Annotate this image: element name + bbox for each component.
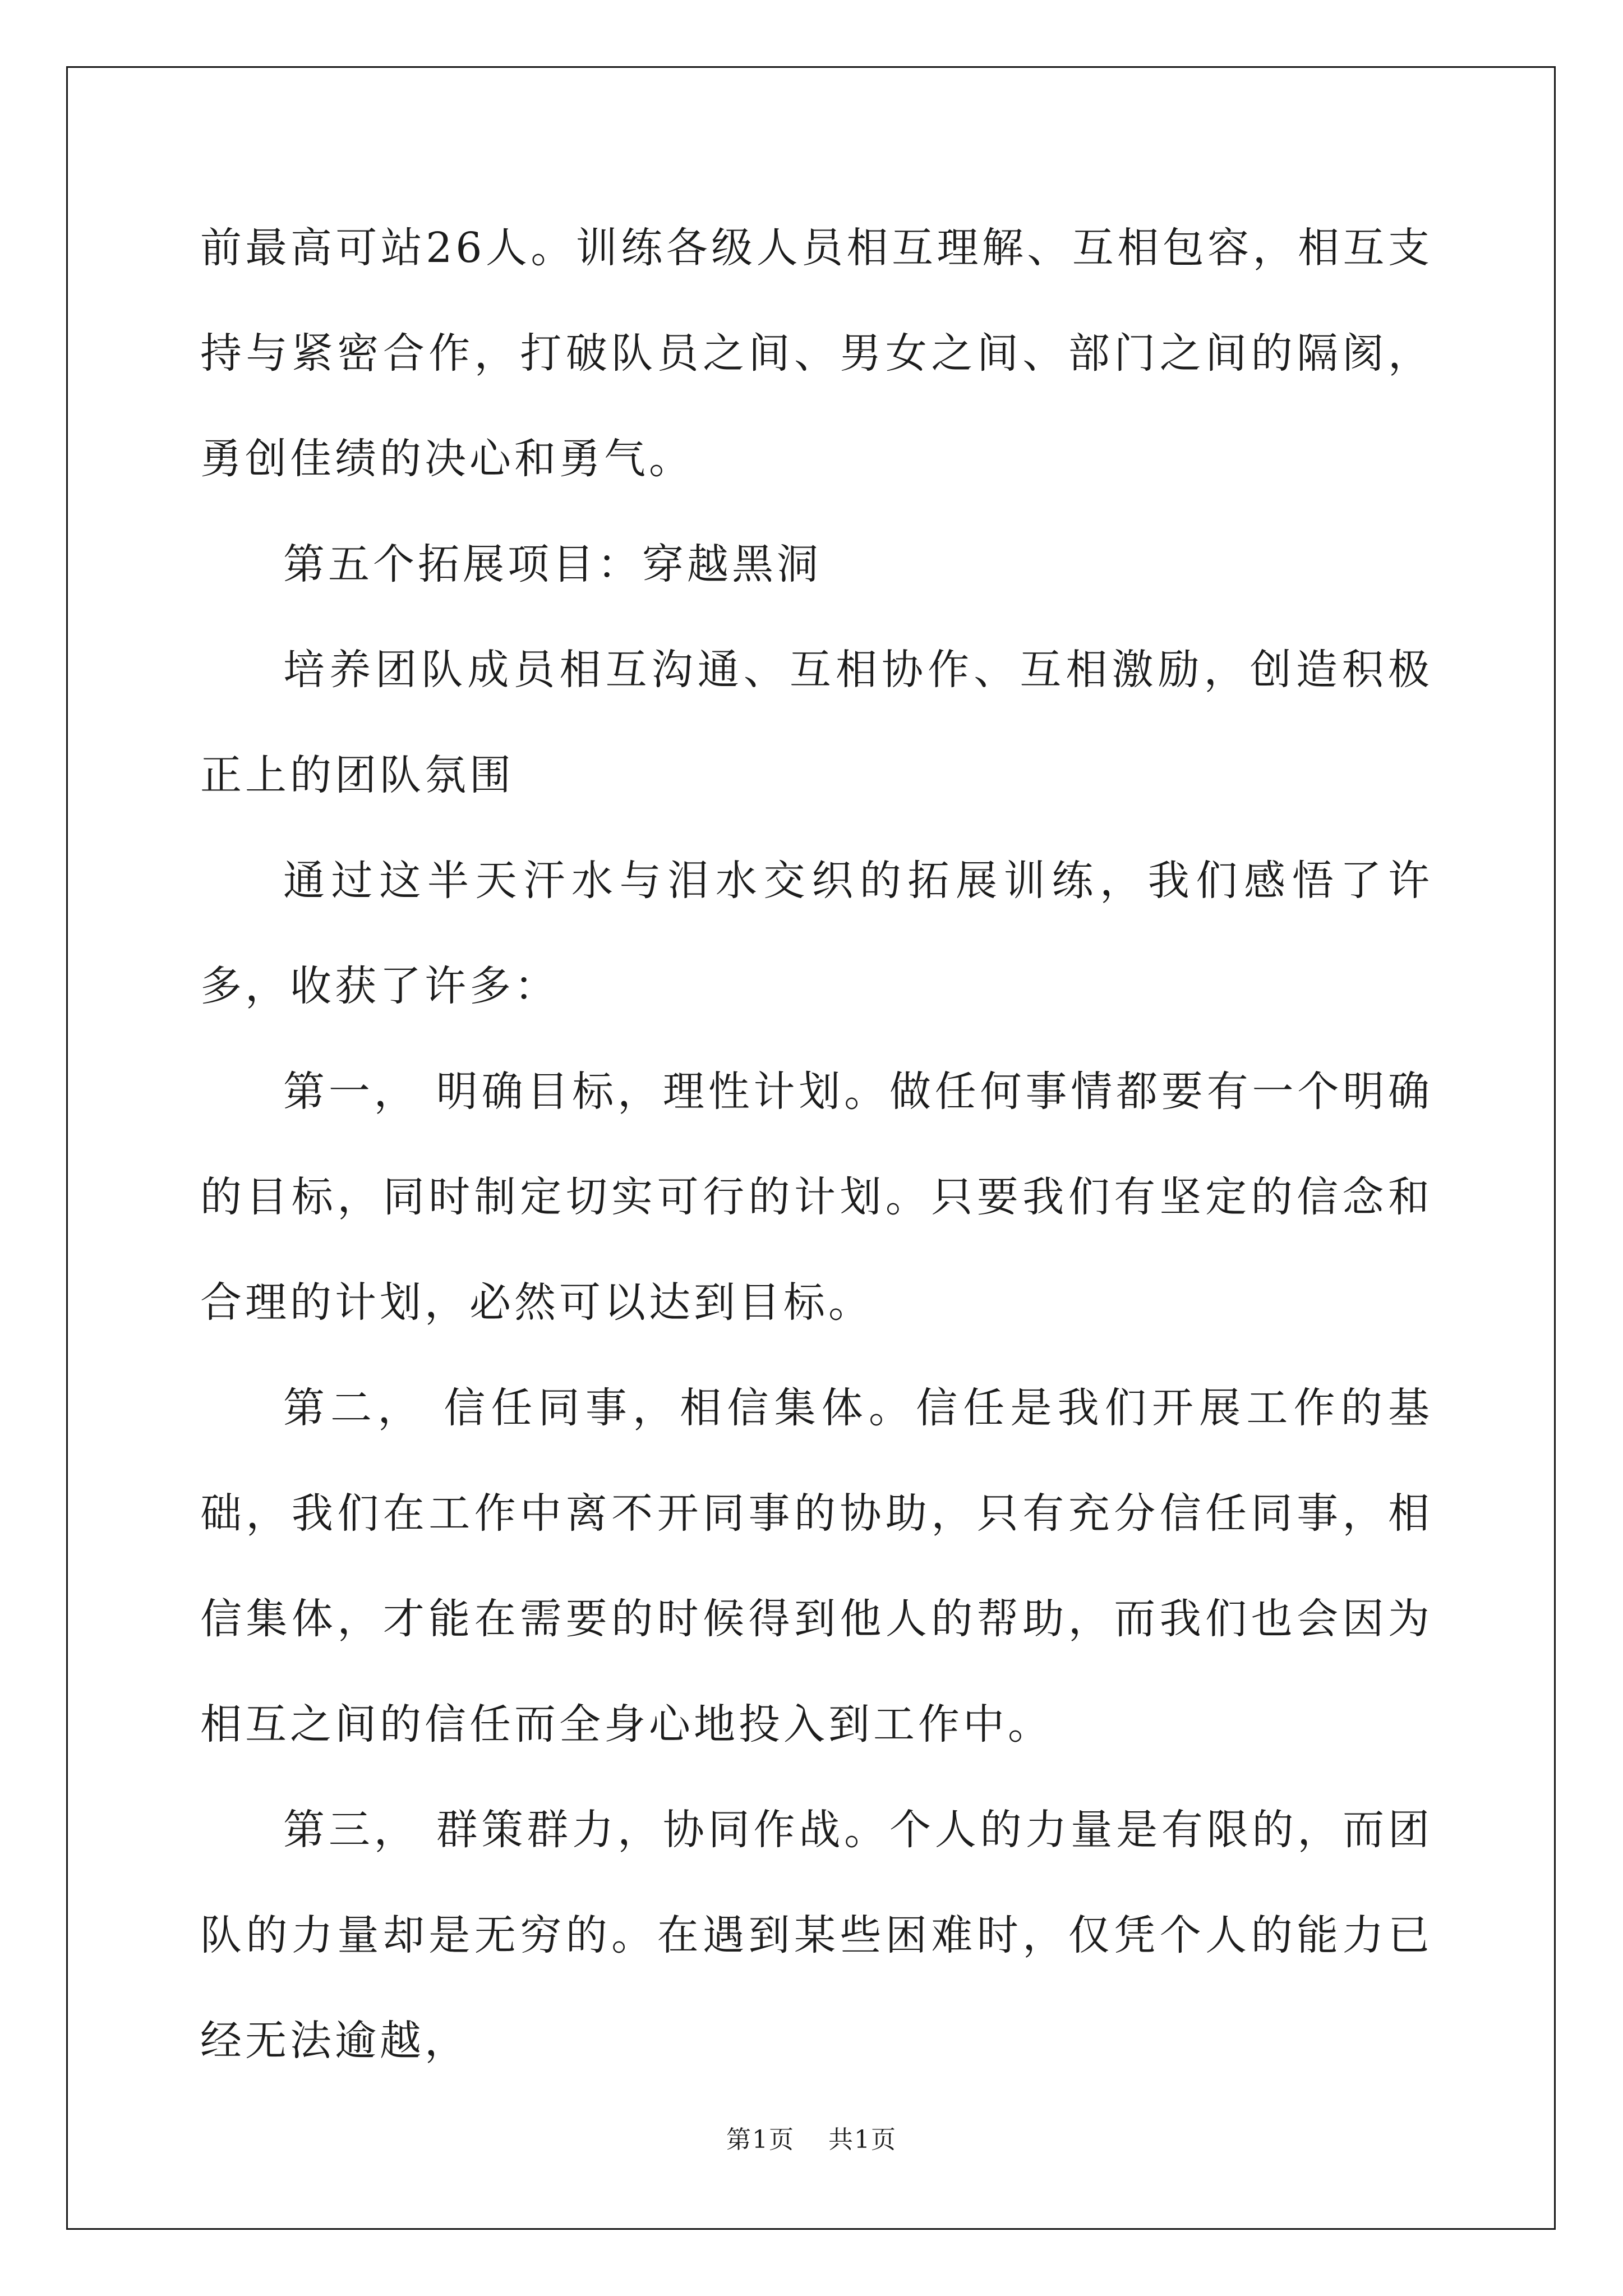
- paragraph-1: 前最高可站26人。训练各级人员相互理解、互相包容，相互支持与紧密合作，打破队员之间、男女之间、部门之间的隔阂，勇创佳绩的决心和勇气。: [200, 224, 1433, 483]
- paragraph-7: 第三， 群策群力，协同作战。个人的力量是有限的，而团队的力量却是无穷的。在遇到某些困难时，仅凭个人的能力已经无法逾越，: [200, 1806, 1433, 2065]
- page-footer: [0, 2123, 1623, 2157]
- paragraph-3: 培养团队成员相互沟通、互相协作、互相激励，创造积极正上的团队氛围: [200, 646, 1433, 799]
- paragraph-2: 第五个拓展项目：穿越黑洞: [283, 540, 822, 588]
- document-body: [200, 195, 1433, 2093]
- page-number-total: 共1页: [828, 2125, 897, 2154]
- paragraph-4: 通过这半天汗水与泪水交织的拓展训练，我们感悟了许多，收获了许多：: [200, 857, 1433, 1010]
- paragraph-6: 第二， 信任同事，相信集体。信任是我们开展工作的基础，我们在工作中离不开同事的协助，只有充分信任同事，相信集体，才能在需要的时候得到他人的帮助，而我们也会因为相互之间的信任而全身心地投入到工作中。: [200, 1384, 1433, 1749]
- page-number-current: 第1页: [726, 2125, 795, 2154]
- paragraph-5: 第一， 明确目标，理性计划。做任何事情都要有一个明确的目标，同时制定切实可行的计划。只要我们有坚定的信念和合理的计划，必然可以达到目标。: [200, 1068, 1433, 1327]
